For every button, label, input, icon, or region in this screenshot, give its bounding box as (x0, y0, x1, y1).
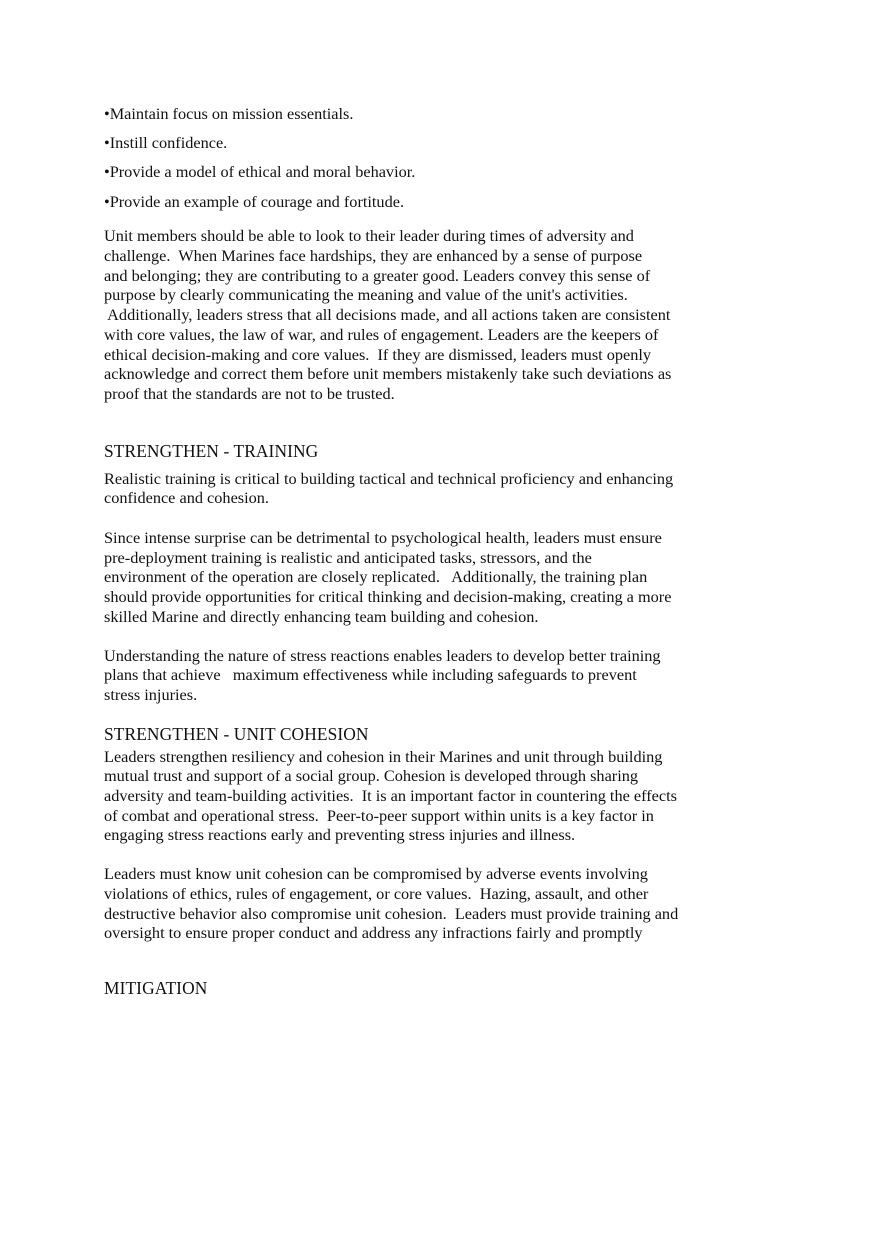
text-line: ethical decision-making and core values. If they are dismissed, leaders must openly (104, 344, 652, 364)
text-line: Understanding the nature of stress reactions enables leaders to develop better training (104, 645, 661, 665)
bullet-item: •Maintain focus on mission essentials. (104, 104, 354, 123)
text-line: Since intense surprise can be detrimental to psychological health, leaders must ensure (104, 528, 662, 548)
text-line: environment of the operation are closely replicated. Additionally, the training plan (104, 567, 648, 587)
text-line: Leaders strengthen resiliency and cohesion in their Marines and unit through building (104, 746, 663, 766)
text-line: adversity and team-building activities. It is an important factor in countering the effects (104, 786, 677, 806)
text-line: destructive behavior also compromise unit cohesion. Leaders must provide training and (104, 903, 679, 923)
text-line: Unit members should be able to look to their leader during times of adversity and (104, 226, 634, 246)
training-paragraph-2 (104, 528, 744, 627)
text-line: acknowledge and correct them before unit members mistakenly take such deviations as (104, 364, 672, 384)
document-page (104, 104, 744, 999)
text-line: Leaders must know unit cohesion can be compromised by adverse events involving (104, 864, 648, 884)
cohesion-paragraph-2 (104, 864, 744, 943)
text-line: proof that the standards are not to be trusted. (104, 383, 395, 403)
text-line: and belonging; they are contributing to a greater good. Leaders convey this sense of (104, 265, 651, 285)
text-line: Additionally, leaders stress that all decisions made, and all actions taken are consistent (104, 305, 671, 325)
text-line: Realistic training is critical to building tactical and technical proficiency and enhancing (104, 468, 674, 488)
text-line: with core values, the law of war, and rules of engagement. Leaders are the keepers of (104, 324, 659, 344)
bullet-item: •Provide a model of ethical and moral behavior. (104, 162, 416, 182)
cohesion-heading: STRENGTHEN - UNIT COHESION (104, 723, 369, 744)
bullet-item: •Provide an example of courage and fortitude. (104, 191, 405, 211)
cohesion-paragraph-1 (104, 747, 744, 846)
text-line: of combat and operational stress. Peer-to-peer support within units is a key factor in (104, 805, 654, 825)
text-line: stress injuries. (104, 684, 198, 704)
text-line: purpose by clearly communicating the meaning and value of the unit's activities. (104, 285, 628, 305)
bullet-item: •Instill confidence. (104, 133, 228, 153)
training-heading: STRENGTHEN - TRAINING (104, 440, 319, 461)
text-line: should provide opportunities for critical thinking and decision-making, creating a more (104, 587, 672, 607)
mitigation-heading: MITIGATION (104, 978, 208, 998)
text-line: plans that achieve maximum effectiveness while including safeguards to prevent (104, 665, 637, 685)
text-line: engaging stress reactions early and preventing stress injuries and illness. (104, 825, 576, 845)
text-line: challenge. When Marines face hardships, they are enhanced by a sense of purpose (104, 246, 643, 266)
intro-paragraph (104, 226, 744, 403)
text-line: pre-deployment training is realistic and anticipated tasks, stressors, and the (104, 547, 592, 567)
text-line: skilled Marine and directly enhancing team building and cohesion. (104, 606, 539, 626)
text-line: confidence and cohesion. (104, 488, 270, 508)
text-line: violations of ethics, rules of engagement, or core values. Hazing, assault, and other (104, 883, 649, 903)
bullet-list (104, 104, 744, 211)
text-line: mutual trust and support of a social group. Cohesion is developed through sharing (104, 766, 639, 786)
text-line: oversight to ensure proper conduct and address any infractions fairly and promptly (104, 923, 643, 943)
training-paragraph-3 (104, 646, 744, 705)
training-paragraph-1 (104, 469, 744, 508)
